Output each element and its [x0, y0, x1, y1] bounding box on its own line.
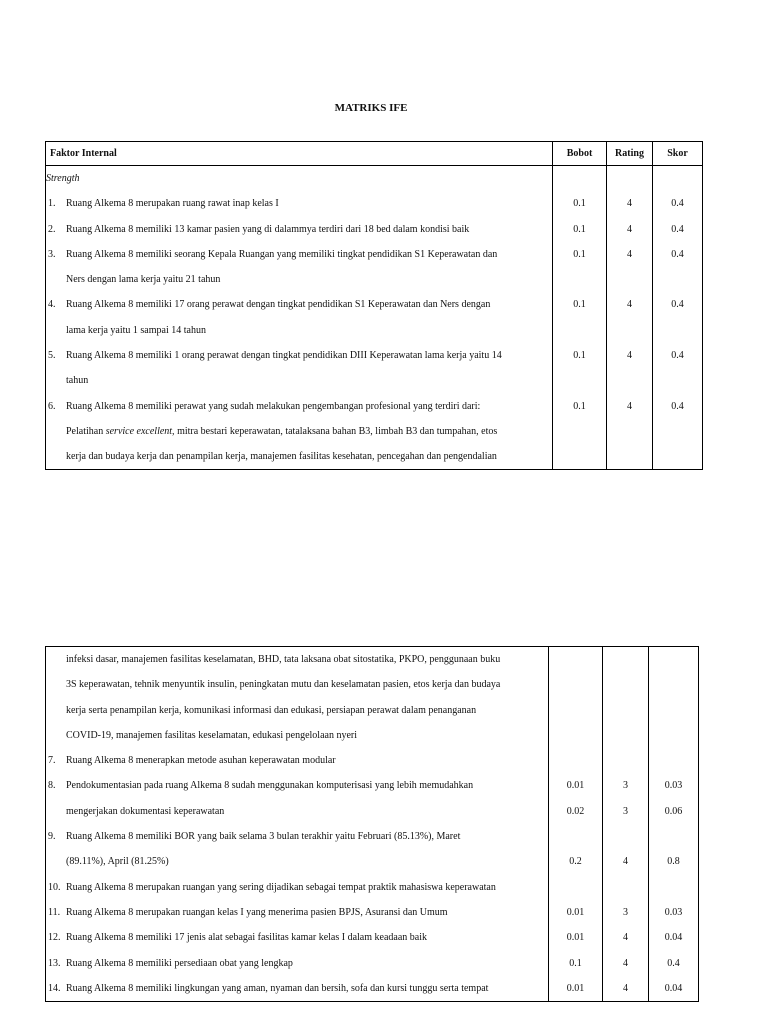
- skor-value: 0.4: [653, 394, 703, 470]
- rating-value: 3: [603, 773, 649, 798]
- item-text: Ruang Alkema 8 memiliki seorang Kepala Ruangan yang memiliki tingkat pendidikan S1 Keperawatan dan: [66, 248, 498, 260]
- item-text-continued: 3S keperawatan, tehnik menyuntik insulin, peningkatan mutu dan keselamatan pasien, etos kerja dan budaya: [66, 679, 501, 691]
- section-label-strength: Strength: [46, 166, 553, 192]
- table-row: [46, 900, 699, 925]
- ife-matrix-table-part-2: [45, 646, 699, 1002]
- item-text-continued: (89.11%), April (81.25%): [66, 856, 169, 868]
- bobot-value: 0.01: [549, 900, 603, 925]
- item-text-continued: COVID-19, manajemen fasilitas keselamatan, edukasi pengelolaan nyeri: [66, 729, 358, 741]
- item-number: 1.: [48, 198, 56, 210]
- page-title: MATRIKS IFE: [334, 102, 408, 114]
- skor-value: 0.04: [649, 925, 699, 950]
- skor-value: [649, 748, 699, 773]
- skor-value: 0.03: [649, 900, 699, 925]
- table-row: [46, 292, 703, 343]
- table-row: [46, 925, 699, 950]
- skor-value: 0.4: [653, 242, 703, 293]
- table-row: [46, 217, 703, 242]
- table-row: [46, 647, 699, 749]
- header-faktor-internal: Faktor Internal: [46, 142, 553, 166]
- item-text-continued: kerja dan budaya kerja dan penampilan kerja, manajemen fasilitas kesehatan, pencegahan dan pengendalian: [66, 451, 497, 463]
- item-text-continued: mengerjakan dokumentasi keperawatan: [66, 805, 225, 817]
- rating-value: 4: [607, 242, 653, 293]
- item-text: Ruang Alkema 8 merupakan ruangan yang sering dijadikan sebagai tempat praktik mahasiswa keperawatan: [66, 881, 496, 893]
- rating-value: [603, 748, 649, 773]
- rating-value: 4: [607, 191, 653, 216]
- section-row: [46, 166, 703, 192]
- bobot-value: 0.1: [553, 394, 607, 470]
- table-row: [46, 824, 699, 875]
- item-number: 5.: [48, 350, 56, 362]
- skor-value: 0.04: [649, 976, 699, 1002]
- ife-matrix-table-part-1: [45, 141, 703, 470]
- table-row: [46, 875, 699, 900]
- item-text-continued: kerja serta penampilan kerja, komunikasi informasi dan edukasi, persiapan perawat dalam penanganan: [66, 704, 477, 716]
- rating-value: 4: [607, 394, 653, 470]
- table-row: [46, 242, 703, 293]
- item-text: Ruang Alkema 8 memiliki persediaan obat yang lengkap: [66, 957, 293, 969]
- item-text: Ruang Alkema 8 memiliki BOR yang baik selama 3 bulan terakhir yaitu Februari (85.13%), Maret: [66, 831, 461, 843]
- item-number: 13.: [48, 957, 61, 969]
- item-number: 3.: [48, 248, 56, 260]
- rating-value: 4: [603, 925, 649, 950]
- item-text: Ruang Alkema 8 memiliki 13 kamar pasien yang di dalammya terdiri dari 18 bed dalam kondisi baik: [66, 223, 470, 235]
- item-text-continued: lama kerja yaitu 1 sampai 14 tahun: [66, 324, 206, 336]
- rating-value: [603, 875, 649, 900]
- item-text: Ruang Alkema 8 menerapkan metode asuhan keperawatan modular: [66, 755, 336, 767]
- item-number: 14.: [48, 982, 61, 994]
- table-row: [46, 773, 699, 798]
- rating-value: 4: [607, 343, 653, 394]
- rating-value: 3: [603, 799, 649, 824]
- skor-value: 0.4: [649, 951, 699, 976]
- header-skor: Skor: [653, 142, 703, 166]
- italic-term: service excellent,: [105, 425, 175, 437]
- item-number: 2.: [48, 223, 56, 235]
- bobot-value: 0.02: [549, 799, 603, 824]
- item-text: Ruang Alkema 8 merupakan ruang rawat inap kelas I: [66, 198, 279, 210]
- skor-value: 0.4: [653, 217, 703, 242]
- item-number: 6.: [48, 400, 56, 412]
- skor-value: [649, 875, 699, 900]
- item-text-continued: tahun: [66, 375, 89, 387]
- item-text: Ruang Alkema 8 memiliki lingkungan yang aman, nyaman dan bersih, sofa dan kursi tunggu serta tempat: [66, 982, 489, 994]
- bobot-value: 0.1: [553, 191, 607, 216]
- item-text: Ruang Alkema 8 memiliki 17 orang perawat dengan tingkat pendidikan S1 Keperawatan dan Ners dengan: [66, 299, 491, 311]
- bobot-value: 0.1: [553, 292, 607, 343]
- item-number: 9.: [48, 831, 56, 843]
- rating-value: 4: [603, 824, 649, 875]
- item-text-continued: Ners dengan lama kerja yaitu 21 tahun: [66, 274, 221, 286]
- skor-value: 0.4: [653, 292, 703, 343]
- item-text: Ruang Alkema 8 memiliki 17 jenis alat sebagai fasilitas kamar kelas I dalam keadaan baik: [66, 932, 427, 944]
- table-row: [46, 976, 699, 1002]
- item-text: Pendokumentasian pada ruang Alkema 8 sudah menggunakan komputerisasi yang lebih memudahkan: [66, 780, 474, 792]
- item-text-continued: Pelatihan service excellent, mitra bestari keperawatan, tatalaksana bahan B3, limbah B3 dan tumpahan, etos: [66, 425, 498, 437]
- bobot-value: [549, 875, 603, 900]
- header-rating: Rating: [607, 142, 653, 166]
- bobot-value: 0.2: [549, 824, 603, 875]
- table-row: [46, 343, 703, 394]
- rating-value: 4: [607, 292, 653, 343]
- item-number: 12.: [48, 932, 61, 944]
- header-bobot: Bobot: [553, 142, 607, 166]
- skor-value: 0.03: [649, 773, 699, 798]
- skor-value: 0.8: [649, 824, 699, 875]
- item-text: Ruang Alkema 8 memiliki 1 orang perawat dengan tingkat pendidikan DIII Keperawatan lama kerja yaitu 14: [66, 350, 502, 362]
- table-header-row: [46, 142, 703, 166]
- bobot-value: 0.1: [553, 343, 607, 394]
- bobot-value: 0.1: [553, 217, 607, 242]
- bobot-value: [549, 748, 603, 773]
- bobot-value: 0.01: [549, 773, 603, 798]
- item-number: 4.: [48, 299, 56, 311]
- bobot-value: 0.01: [549, 976, 603, 1002]
- item-number: 11.: [48, 906, 61, 918]
- table-row: [46, 951, 699, 976]
- rating-value: 3: [603, 900, 649, 925]
- item-number: 10.: [48, 881, 61, 893]
- table-row: [46, 394, 703, 470]
- skor-value: 0.4: [653, 191, 703, 216]
- bobot-value: 0.1: [549, 951, 603, 976]
- table-row: [46, 748, 699, 773]
- item-text-continued: infeksi dasar, manajemen fasilitas keselamatan, BHD, tata laksana obat sitostatika, PKPO, penggunaan buku: [66, 654, 501, 665]
- table-row: [46, 799, 699, 824]
- bobot-value: 0.1: [553, 242, 607, 293]
- item-text: Ruang Alkema 8 memiliki perawat yang sudah melakukan pengembangan profesional yang terdiri dari:: [66, 400, 481, 412]
- skor-value: 0.06: [649, 799, 699, 824]
- item-text: Ruang Alkema 8 merupakan ruangan kelas I yang menerima pasien BPJS, Asuransi dan Umum: [66, 906, 448, 918]
- rating-value: 4: [607, 217, 653, 242]
- rating-value: 4: [603, 976, 649, 1002]
- bobot-value: 0.01: [549, 925, 603, 950]
- item-number: 7.: [48, 755, 56, 767]
- rating-value: 4: [603, 951, 649, 976]
- table-row: [46, 191, 703, 216]
- item-number: 8.: [48, 780, 56, 792]
- skor-value: 0.4: [653, 343, 703, 394]
